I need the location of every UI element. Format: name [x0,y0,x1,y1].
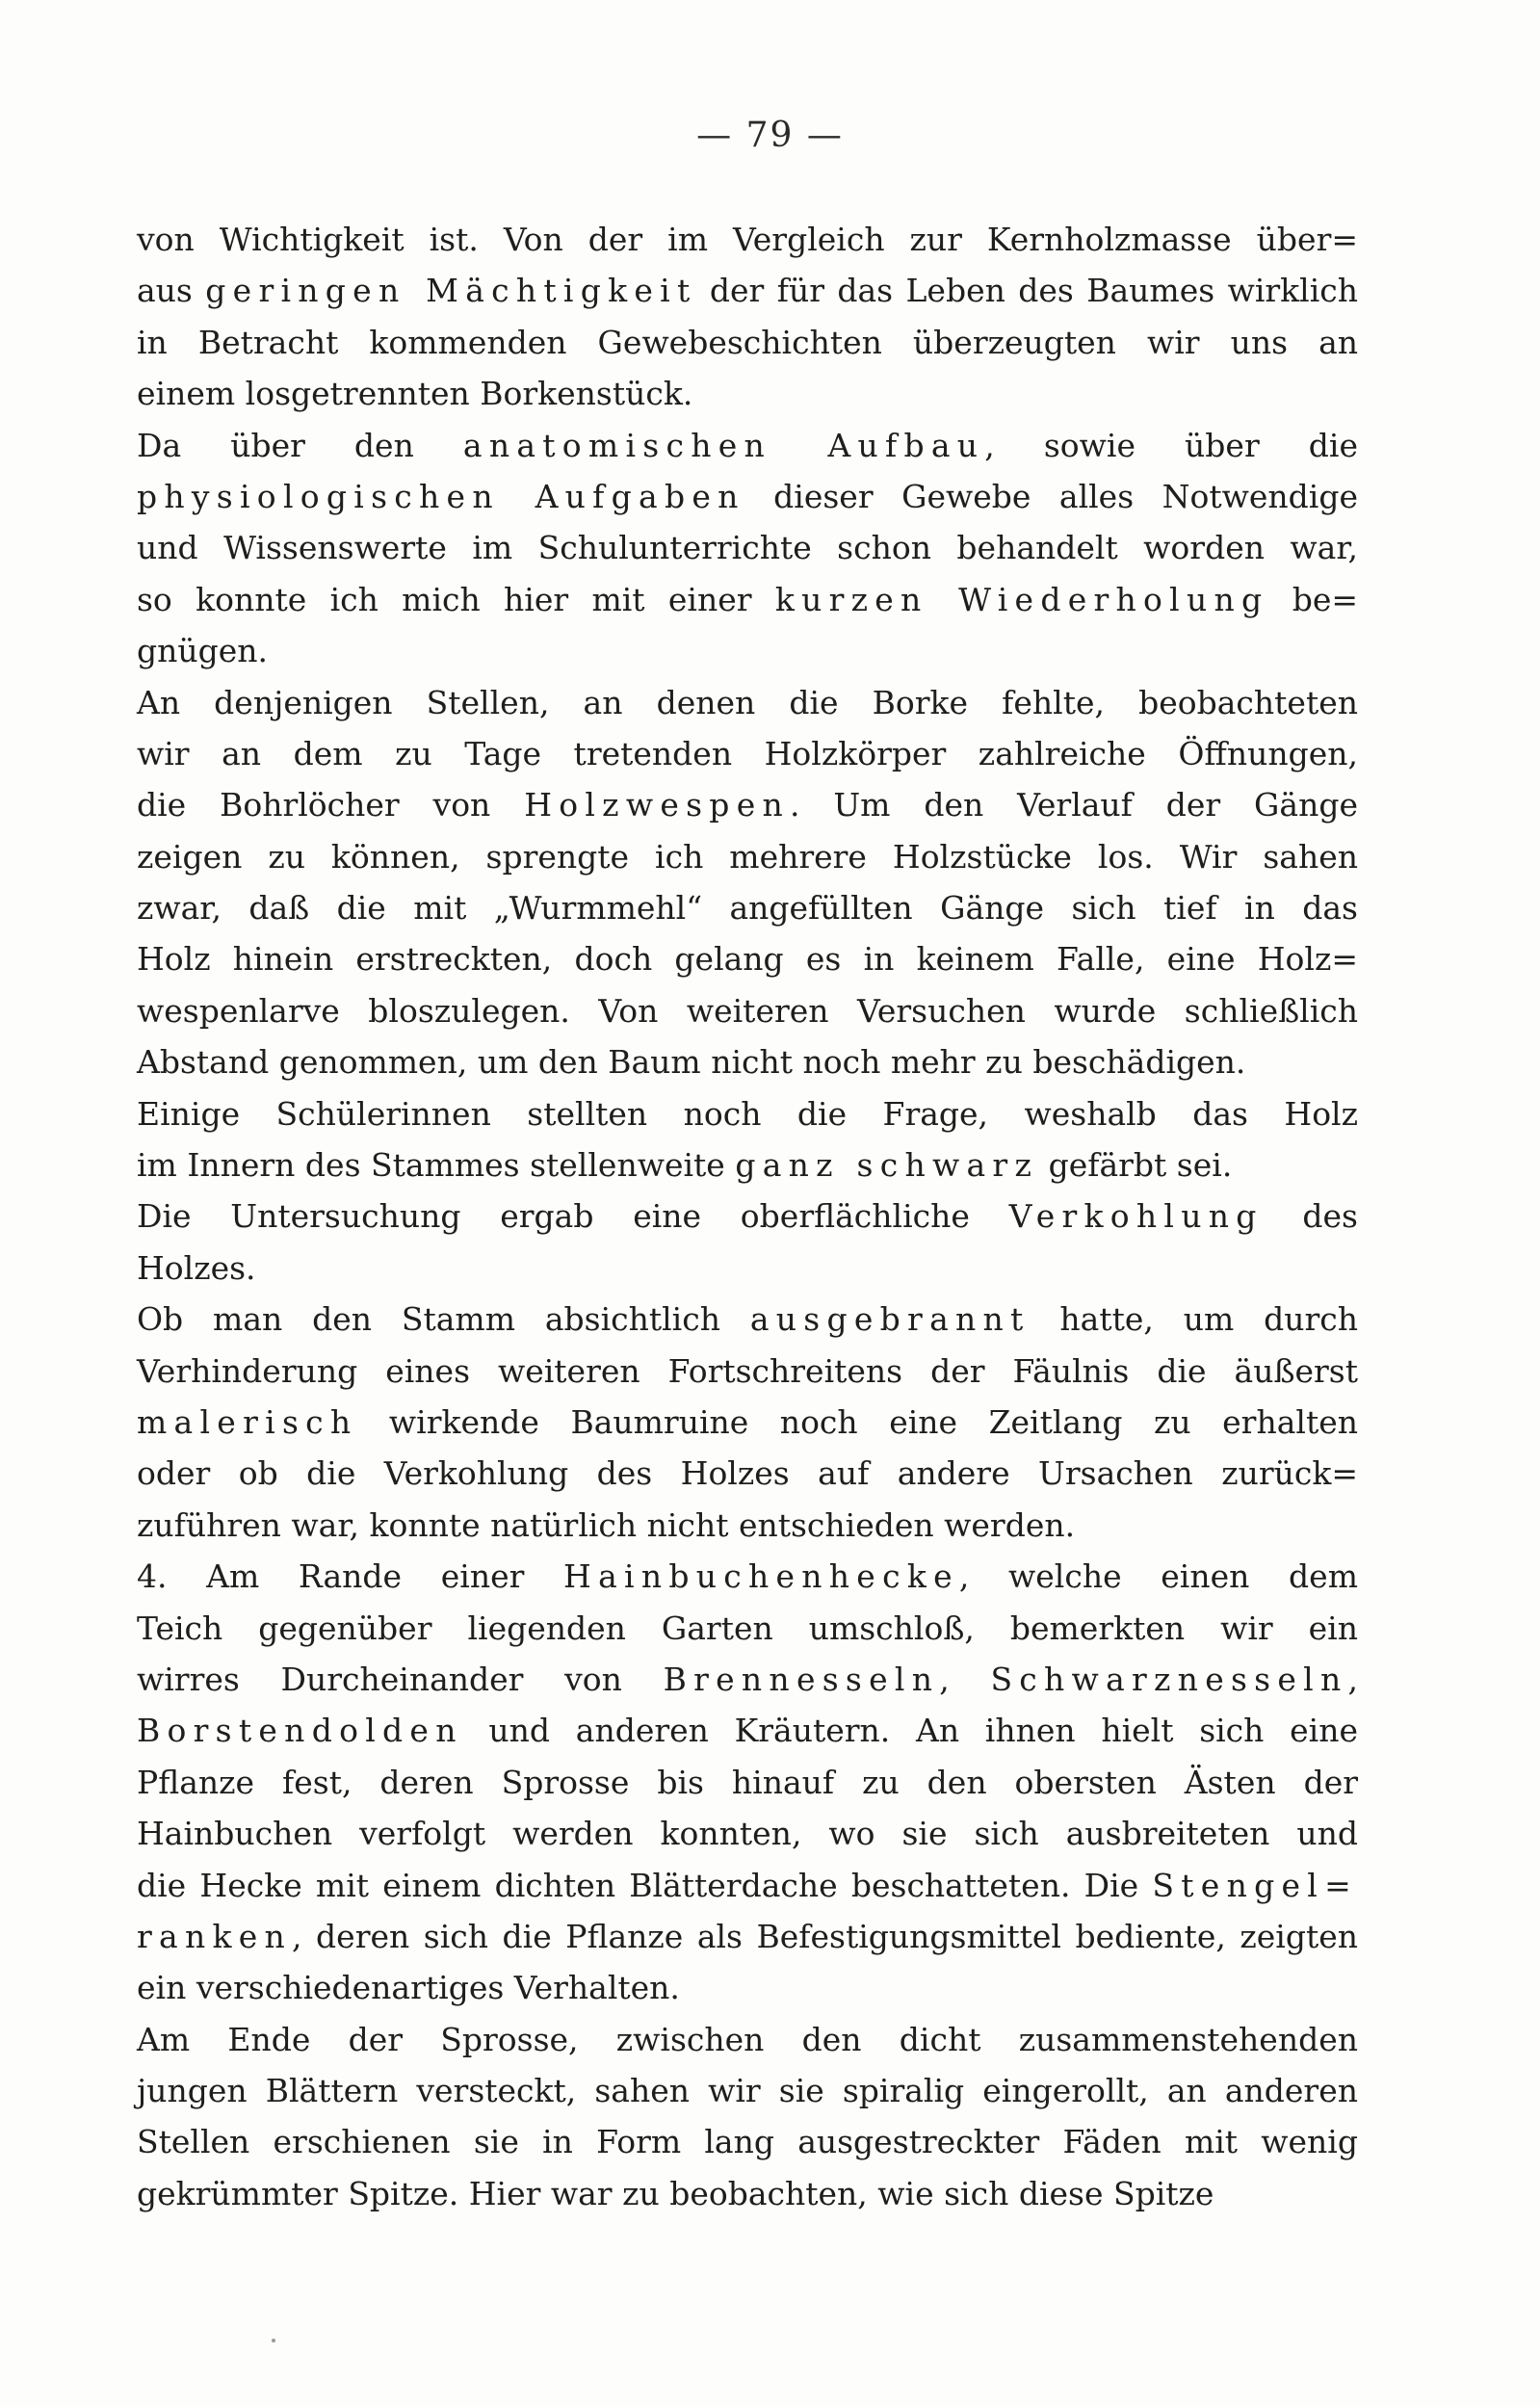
spaced-emphasis: kurzen Wiederholung [774,580,1269,618]
text-run: des [1263,1197,1358,1236]
text-line [137,1911,1358,1962]
text-line [137,2168,1358,2219]
text-run: , sowie über die [984,426,1358,464]
text-run: Teich gegenüber liegenden Garten umschloß, bemerkten wir ein [137,1609,1358,1647]
spaced-emphasis: Schwarznesseln [990,1660,1348,1698]
text-run: Holz hinein erstreckten, doch gelang es in keinem Falle, eine Holz= [137,940,1358,979]
text-run: und anderen Kräutern. An ihnen hielt sich eine [462,1712,1358,1750]
spaced-emphasis: Brennesseln [663,1660,940,1698]
text-line [137,574,1358,625]
text-run: Holzes. [137,1248,256,1287]
text-run: wirres Durcheinander von [137,1660,664,1698]
text-run: zuführen war, konnte natürlich nicht entschieden werden. [137,1505,1076,1544]
text-run: Stellen erschienen sie in Form lang ausgestreckter Fäden mit wenig [137,2123,1358,2161]
text-line [137,1088,1358,1139]
text-run: 4. Am Rande einer [137,1557,564,1596]
text-line [137,1190,1358,1242]
text-run: von Wichtigkeit ist. Von der im Vergleich zur Kernholzmasse über= [137,221,1358,258]
text-run: und Wissenswerte im Schulunterrichte schon behandelt worden war, [137,529,1358,567]
text-run: Verhinderung eines weiteren Fortschreitens der Fäulnis die äußerst [137,1351,1358,1390]
text-line [137,1346,1358,1397]
text-run: Einige Schülerinnen stellten noch die Frage, weshalb das Holz [137,1094,1358,1133]
text-run: Am Ende der Sprosse, zwischen den dicht zusammenstehenden [137,2020,1358,2058]
text-run: der für das Leben des Baumes wirklich [696,272,1358,310]
text-run: gekrümmter Spitze. Hier war zu beobachten, wie sich diese Spitze [137,2174,1214,2212]
body-text [137,214,1358,2219]
text-run: be= [1268,580,1359,618]
paragraph [137,1190,1358,1294]
text-line [137,1139,1358,1190]
text-run: Da über den [137,426,463,464]
spaced-emphasis: Hainbuchenhecke [563,1557,959,1596]
text-run: , welche einen dem [958,1557,1358,1596]
text-run: zeigen zu können, sprengte ich mehrere Holzstücke los. Wir sahen [137,837,1358,876]
text-run: gnügen. [137,632,269,670]
text-run: oder ob die Verkohlung des Holzes auf andere Ursachen zurück= [137,1454,1358,1493]
text-run: die Bohrlöcher von [137,786,525,824]
text-run: wespenlarve bloszulegen. Von weiteren Versuchen wurde schließlich [137,991,1358,1030]
text-line [137,1860,1358,1911]
text-run: Abstand genommen, um den Baum nicht noch mehr zu beschädigen. [137,1043,1246,1082]
paragraph [137,2014,1358,2220]
paragraph [137,420,1358,677]
text-run: Ob man den Stamm absichtlich [137,1300,750,1339]
text-line [137,882,1358,933]
text-line [137,420,1358,471]
spaced-emphasis: ganz schwarz [735,1146,1039,1185]
text-run: in Betracht kommenden Gewebeschichten überzeugten wir uns an [137,323,1358,361]
text-line [137,779,1358,830]
text-run: dieser Gewebe alles Notwendige [744,477,1358,515]
paragraph [137,214,1358,420]
spaced-emphasis: malerisch [137,1402,358,1441]
text-run: An denjenigen Stellen, an denen die Borke fehlte, beobachteten [137,683,1358,721]
text-run: Pflanze fest, deren Sprosse bis hinauf zu den obersten Ästen der [137,1763,1358,1801]
text-run: , deren sich die Pflanze als Befestigungsmittel bediente, zeigten [292,1917,1358,1955]
text-line [137,214,1358,265]
paragraph [137,1294,1358,1551]
text-run: , [939,1660,991,1698]
text-run: einem losgetrennten Borkenstück. [137,375,693,413]
paragraph [137,1088,1358,1191]
text-line [137,985,1358,1036]
spaced-emphasis: ranken [137,1917,293,1955]
text-run: ein verschiedenartiges Verhalten. [137,1969,680,2007]
spaced-emphasis: anatomischen Aufbau [462,426,985,464]
paper-speck [272,2339,275,2342]
text-run: , [1347,1660,1358,1698]
text-line [137,831,1358,882]
text-run: jungen Blättern versteckt, sahen wir sie spiralig eingerollt, an anderen [137,2072,1358,2110]
text-line [137,625,1358,676]
text-run: die Hecke mit einem dichten Blätterdache beschatteten. Die [137,1866,1153,1904]
text-line [137,1036,1358,1087]
text-run: zwar, daß die mit „Wurmmehl“ angefüllten Gänge sich tief in das [137,889,1358,928]
text-run: wir an dem zu Tage tretenden Holzkörper zahlreiche Öffnungen, [137,734,1358,772]
text-line [137,1757,1358,1808]
text-run: Hainbuchen verfolgt werden konnten, wo sie sich ausbreiteten und [137,1815,1358,1853]
text-run: Die Untersuchung ergab eine oberflächliche [137,1197,1009,1236]
text-line [137,1500,1358,1551]
text-line [137,933,1358,984]
text-run: hatte, um durch [1030,1300,1359,1339]
text-line [137,1705,1358,1756]
spaced-emphasis: Stengel= [1152,1866,1358,1904]
text-run: gefärbt sei. [1038,1146,1233,1185]
text-line [137,317,1358,368]
spaced-emphasis: physiologischen Aufgaben [137,477,745,515]
text-line [137,1243,1358,1294]
text-line [137,728,1358,779]
text-line [137,2116,1358,2167]
text-line [137,1551,1358,1602]
text-line [137,265,1358,316]
text-run: im Innern des Stammes stellenweite [137,1146,736,1185]
text-line [137,1603,1358,1654]
text-line [137,2065,1358,2116]
text-line [137,2014,1358,2065]
text-line [137,1808,1358,1859]
text-line [137,368,1358,419]
text-line [137,522,1358,573]
text-run: wirkende Baumruine noch eine Zeitlang zu erhalten [357,1402,1358,1441]
page-number: — 79 — [696,116,844,155]
text-run: so konnte ich mich hier mit einer [137,580,775,618]
paragraph [137,1551,1358,2014]
text-line [137,677,1358,728]
spaced-emphasis: ausgebrannt [749,1300,1031,1339]
text-line [137,1962,1358,2013]
text-line [137,1654,1358,1705]
text-line [137,1448,1358,1499]
paragraph [137,677,1358,1088]
text-line [137,471,1358,522]
text-run: aus [137,272,206,310]
spaced-emphasis: Verkohlung [1008,1197,1264,1236]
text-run: . Um den Verlauf der Gänge [790,786,1358,824]
spaced-emphasis: geringen Mächtigkeit [205,272,697,310]
text-line [137,1397,1358,1448]
spaced-emphasis: Borstendolden [137,1712,463,1750]
text-line [137,1294,1358,1345]
spaced-emphasis: Holzwespen [524,786,790,824]
